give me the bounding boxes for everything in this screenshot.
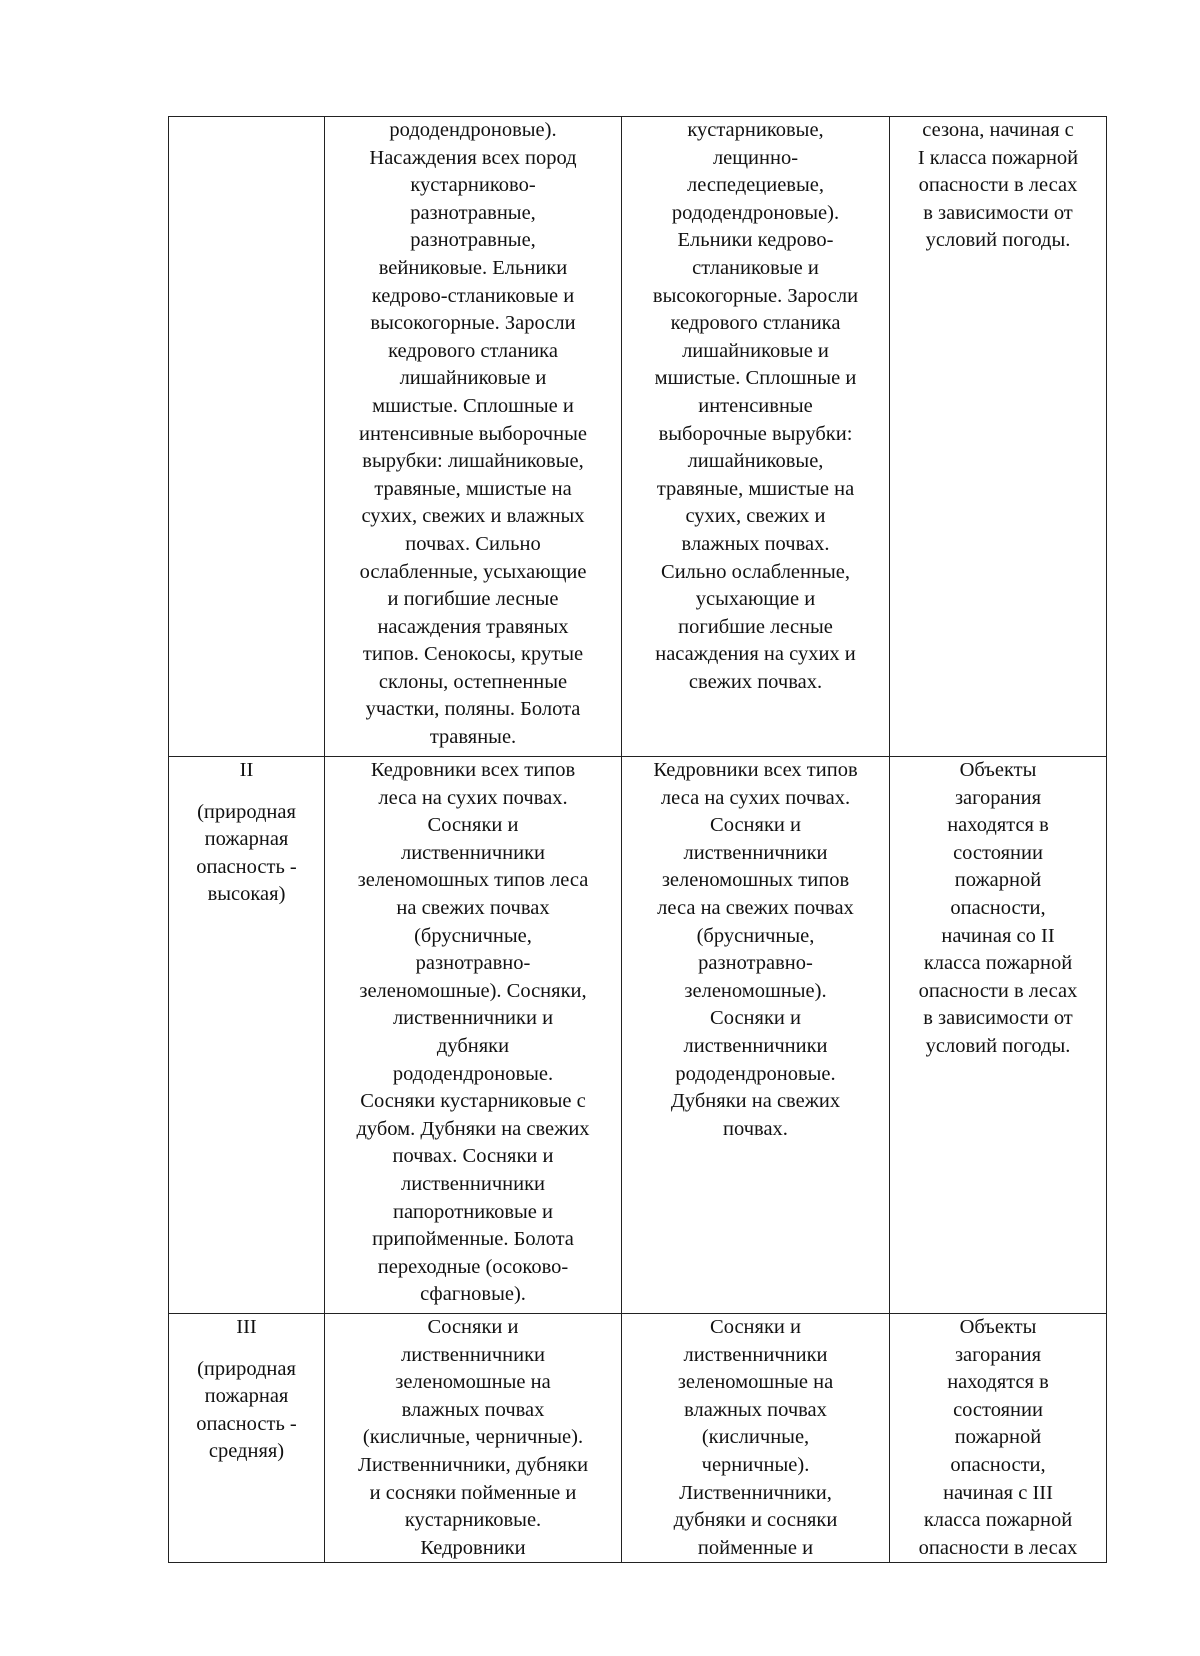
danger-condition-cell (890, 117, 1107, 757)
forest-types-alt-cell (622, 117, 890, 757)
class-cell (169, 117, 325, 757)
table-row (169, 117, 1107, 757)
forest-types-alt-text: кустарниковые, лещинно- леспедециевые, рододендроновые). Ельники кедрово- стланиковые и высокогорные. Заросли кедрового стланика лишайниковые и мшистые. Сплошные и интенсивные выборочные вырубки: лишайниковые, травяные, мшистые на сухих, свежих и влажных почвах. Сильно ослабленные, усыхающие и погибшие лесные насаждения на сухих и свежих почвах. (652, 119, 859, 693)
table-row (169, 1314, 1107, 1563)
class-cell (169, 757, 325, 1314)
forest-types-cell (325, 1314, 622, 1563)
danger-condition-text: сезона, начиная с I класса пожарной опасности в лесах в зависимости от условий погоды. (917, 119, 1079, 252)
forest-types-text: Сосняки и лиственничники зеленомошные на влажных почвах (кисличные, черничные). Лиственничники, дубняки и сосняки пойменные и кустарниковые. Кедровники (357, 1316, 589, 1559)
forest-types-text: рододендроновые). Насаждения всех пород кустарниково- разнотравные, разнотравные, вейниковые. Ельники кедрово-стланиковые и высокогорные. Заросли кедрового стланика лишайниковые и мшистые. Сплошные и интенсивные выборочные вырубки: лишайниковые, травяные, мшистые на сухих, свежих и влажных почвах. Сильно ослабленные, усыхающие и погибшие лесные насаждения травяных типов. Сенокосы, крутые склоны, остепненные участки, поляны. Болота травяные. (359, 119, 587, 749)
forest-types-alt-text: Сосняки и лиственничники зеленомошные на влажных почвах (кисличные, черничные). Лиственничники, дубняки и сосняки пойменные и (673, 1316, 838, 1559)
class-number: II (239, 759, 254, 781)
danger-condition-cell (890, 1314, 1107, 1563)
fire-danger-table (168, 116, 1107, 1563)
forest-types-alt-cell (622, 1314, 890, 1563)
table-row (169, 757, 1107, 1314)
class-number: III (236, 1316, 257, 1338)
class-cell (169, 1314, 325, 1563)
danger-condition-text: Объекты загорания находятся в состоянии пожарной опасности, начиная со II класса пожарной опасности в лесах в зависимости от условий погоды. (918, 759, 1078, 1057)
class-description: (природная пожарная опасность - средняя) (196, 1357, 297, 1463)
class-description: (природная пожарная опасность - высокая) (196, 800, 297, 906)
danger-condition-cell (890, 757, 1107, 1314)
forest-types-cell (325, 757, 622, 1314)
forest-types-alt-cell (622, 757, 890, 1314)
forest-types-text: Кедровники всех типов леса на сухих почвах. Сосняки и лиственничники зеленомошных типов леса на свежих почвах (брусничные, разнотравно- зеленомошные). Сосняки, лиственничники и дубняки рододендроновые. Сосняки кустарниковые с дубом. Дубняки на свежих почвах. Сосняки и лиственничники папоротниковые и припойменные. Болота переходные (осоково- сфагновые). (356, 759, 590, 1306)
danger-condition-text: Объекты загорания находятся в состоянии пожарной опасности, начиная с III класса пожарной опасности в лесах (918, 1316, 1078, 1559)
forest-types-cell (325, 117, 622, 757)
forest-types-alt-text: Кедровники всех типов леса на сухих почвах. Сосняки и лиственничники зеленомошных типов леса на свежих почвах (брусничные, разнотравно- зеленомошные). Сосняки и лиственничники рододендроновые. Дубняки на свежих почвах. (653, 759, 858, 1140)
